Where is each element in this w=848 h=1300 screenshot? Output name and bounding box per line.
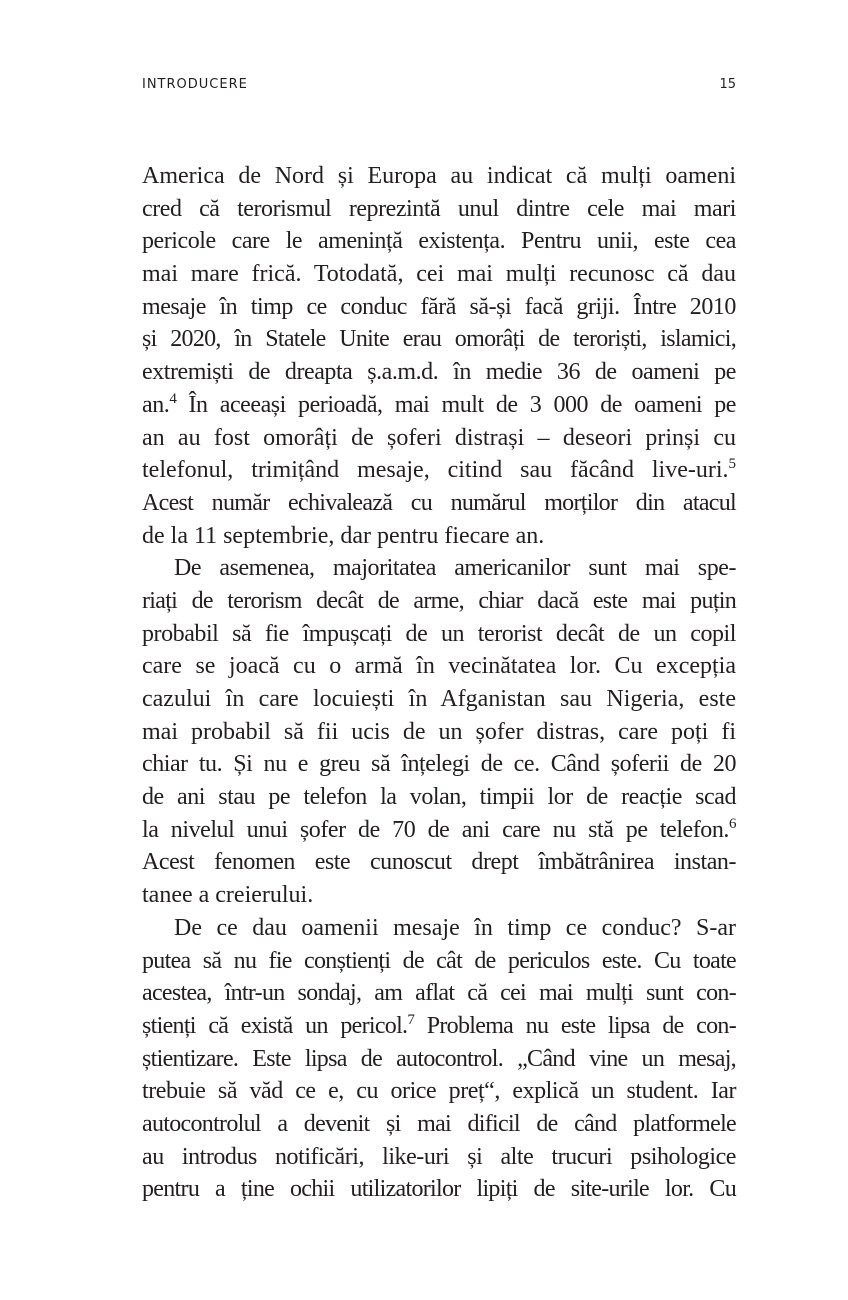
text-line: cred că terorismul reprezintă unul dintre cele mai mari [142, 195, 736, 222]
text-line: și 2020, în Statele Unite erau omorâți de teroriști, islamici, [142, 326, 736, 353]
text-line: acestea, într-un sondaj, am aflat că cei mai mulți sunt con- [142, 980, 736, 1007]
line-text: știenți că există un pericol. [142, 1012, 408, 1039]
text-line: putea să nu fie conștienți de cât de periculos este. Cu toate [142, 947, 736, 974]
text-line: America de Nord și Europa au indicat că mulți oameni [142, 163, 736, 189]
text-line: an au fost omorâți de șoferi distrași – deseori prinși cu [142, 424, 736, 451]
text-line: mai mare frică. Totodată, cei mai mulți recunosc că dau [142, 261, 736, 288]
text-line: Acest număr echivalează cu numărul morților din atacul [142, 489, 736, 516]
text-line: pericole care le amenință existența. Pentru unii, este cea [142, 228, 736, 255]
text-line: au introdus notificări, like-uri și alte trucuri psihologice [142, 1143, 736, 1170]
text-line [142, 454, 736, 487]
text-line [142, 389, 736, 422]
text-line: autocontrolul a devenit și mai dificil de când platformele [142, 1110, 736, 1137]
footnote-ref[interactable]: 7 [407, 1011, 415, 1028]
text-line: trebuie să văd ce e, cu orice preț“, explică un student. Iar [142, 1078, 736, 1105]
page-number: 15 [719, 76, 736, 92]
footnote-ref[interactable]: 5 [728, 456, 736, 473]
line-text: telefonul, trimițând mesaje, citind sau făcând live-uri. [142, 457, 729, 484]
text-line: cazului în care locuiești în Afganistan sau Nigeria, este [142, 686, 736, 712]
text-line: pentru a ține ochii utilizatorilor lipiți de site-urile lor. Cu [142, 1176, 736, 1203]
text-line [142, 814, 736, 847]
text-line: știentizare. Este lipsa de autocontrol. „Când vine un mesaj, [142, 1045, 736, 1072]
text-line: tanee a creierului. [142, 882, 314, 909]
line-text: an. [142, 391, 170, 418]
footnote-ref[interactable]: 4 [169, 390, 177, 407]
text-line: De ce dau oamenii mesaje în timp ce conduc? S-ar [174, 914, 736, 941]
paragraph-2 [142, 552, 736, 912]
text-line: probabil să fie împușcați de un terorist decât de un copil [142, 620, 736, 647]
text-line: De asemenea, majoritatea americanilor sunt mai spe- [174, 555, 736, 582]
line-text: la nivelul unui șofer de 70 de ani care nu stă pe telefon. [142, 816, 729, 843]
text-line: mesaje în timp ce conduc fără să-și facă griji. Între 2010 [142, 293, 736, 320]
text-line [142, 1010, 736, 1043]
paragraph-3 [142, 912, 736, 1206]
line-text: În aceeași perioadă, mai mult de 3 000 de oameni pe [176, 391, 736, 418]
text-line: de ani stau pe telefon la volan, timpii lor de reacție scad [142, 784, 736, 811]
text-line: extremiști de dreapta ș.a.m.d. în medie 36 de oameni pe [142, 359, 736, 386]
text-line: chiar tu. Și nu e greu să înțelegi de ce. Când șoferii de 20 [142, 751, 736, 778]
body-text [142, 160, 736, 1206]
text-line: care se joacă cu o armă în vecinătatea lor. Cu excepția [142, 653, 736, 680]
text-line: de la 11 septembrie, dar pentru fiecare an. [142, 522, 545, 549]
text-line: Acest fenomen este cunoscut drept îmbătrânirea instan- [142, 849, 736, 876]
text-line: mai probabil să fii ucis de un șofer distras, care poți fi [142, 718, 736, 745]
paragraph-1 [142, 160, 736, 552]
running-head [142, 74, 736, 94]
line-text: Problema nu este lipsa de con- [414, 1012, 736, 1039]
chapter-title: INTRODUCERE [142, 76, 248, 92]
text-line: riați de terorism decât de arme, chiar dacă este mai puțin [142, 587, 736, 614]
footnote-ref[interactable]: 6 [728, 815, 736, 832]
